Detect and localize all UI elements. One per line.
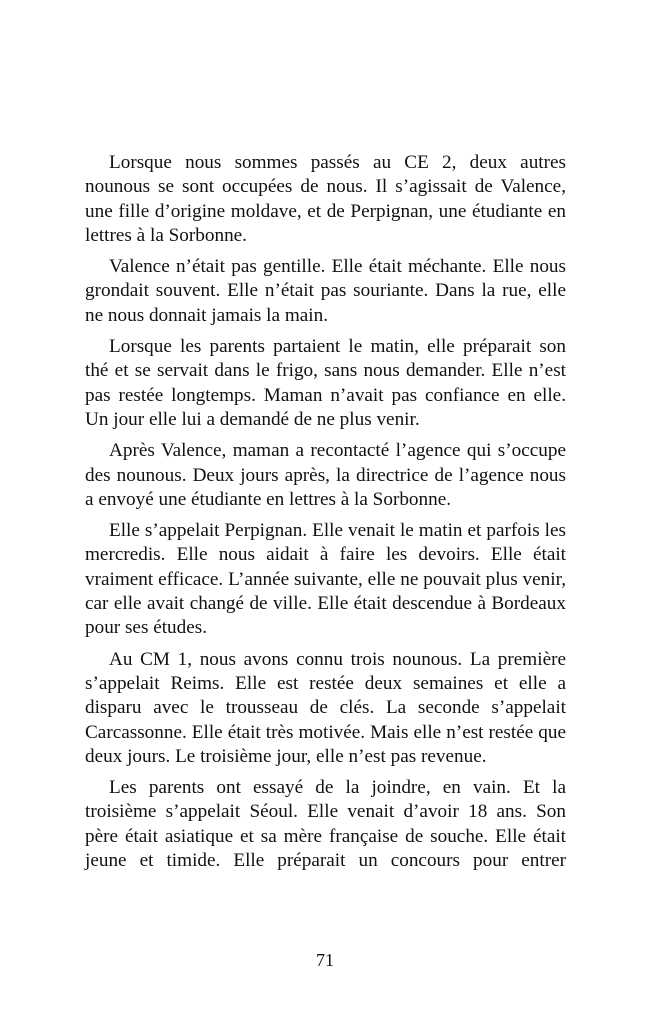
body-text [85,151,566,873]
paragraph-6: Au CM 1, nous avons connu trois nounous. La première s’appelait Reims. Elle est restée deux semaines et elle a disparu avec le trousseau de clés. La seconde s’appelait Carcassonne. Elle était très motivée. Mais elle n’est restée que deux jours. Le troisième jour, elle n’est pas revenue. [85,648,566,767]
paragraph-1: Lorsque nous sommes passés au CE 2, deux autres nounous se sont occupées de nous. Il s’agissait de Valence, une fille d’origine moldave, et de Perpignan, une étudiante en lettres à la Sorbonne. [85,152,566,246]
paragraph-5: Elle s’appelait Perpignan. Elle venait le matin et parfois les mercredis. Elle nous aidait à faire les devoirs. Elle était vraiment efficace. L’année suivante, elle ne pouvait plus venir, car elle avait changé de ville. Elle était descendue à Bordeaux pour ses études. [85,520,566,639]
paragraph-2: Valence n’était pas gentille. Elle était méchante. Elle nous grondait souvent. Elle n’était pas souriante. Dans la rue, elle ne nous donnait jamais la main. [85,256,566,326]
paragraph-4: Après Valence, maman a recontacté l’agence qui s’occupe des nounous. Deux jours après, la directrice de l’agence nous a envoyé une étudiante en lettres à la Sorbonne. [85,440,566,510]
paragraph-3: Lorsque les parents partaient le matin, elle préparait son thé et se servait dans le frigo, sans nous demander. Elle n’est pas restée longtemps. Maman n’avait pas confiance en elle. Un jour elle lui a demandé de ne plus venir. [85,336,566,430]
page-number: 71 [316,950,334,970]
paragraph-7: Les parents ont essayé de la joindre, en vain. Et la troisième s’appelait Séoul. Elle venait d’avoir 18 ans. Son père était asiatique et sa mère française de souche. Elle était jeune et timide. Elle préparait un concours pour entrer [85,777,566,872]
